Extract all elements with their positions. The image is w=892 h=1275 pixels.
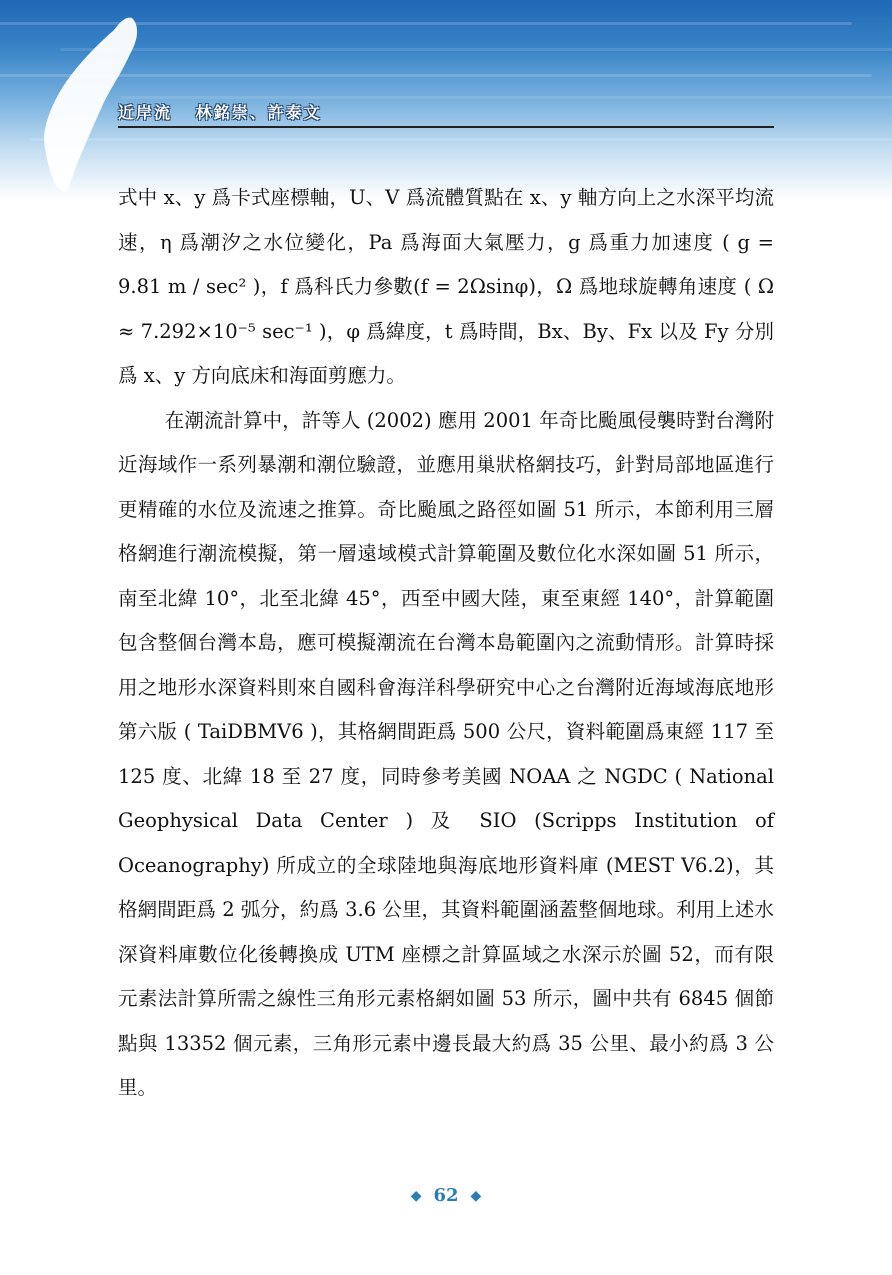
header-rule: [118, 126, 774, 128]
page-footer: [0, 1185, 892, 1206]
page-number: 62: [433, 1185, 459, 1206]
body-text: [118, 176, 774, 1111]
paragraph-1: 式中 x、y 爲卡式座標軸，U、V 爲流體質點在 x、y 軸方向上之水深平均流速，η 爲潮汐之水位變化，Pa 爲海面大氣壓力，g 爲重力加速度 ( g = 9.81 m / sec² )，f 爲科氏力參數(f = 2Ωsinφ)，Ω 爲地球旋轉角速度 ( Ω ≈ 7.292×10⁻⁵ sec⁻¹ )，φ 爲緯度，t 爲時間，Bx、By、Fx 以及 Fy 分別爲 x、y 方向底床和海面剪應力。: [118, 186, 774, 387]
running-header: [118, 100, 338, 124]
diamond-left-icon: ◆: [410, 1188, 422, 1204]
authors: 林銘崇、許泰文: [195, 103, 322, 122]
paragraph-2: 在潮流計算中，許等人 (2002) 應用 2001 年奇比颱風侵襲時對台灣附近海域作一系列暴潮和潮位驗證，並應用巢狀格網技巧，針對局部地區進行更精確的水位及流速之推算。奇比颱風之路徑如圖 51 所示，本節利用三層格網進行潮流模擬，第一層遠域模式計算範圍及數位化水深如圖 51 所示，南至北緯 10°，北至北緯 45°，西至中國大陸，東至東經 140°，計算範圍包含整個台灣本島，應可模擬潮流在台灣本島範圍內之流動情形。計算時採用之地形水深資料則來自國科會海洋科學研究中心之台灣附近海域海底地形第六版 ( TaiDBMV6 )，其格網間距爲 500 公尺，資料範圍爲東經 117 至 125 度、北緯 18 至 27 度，同時參考美國 NOAA 之 NGDC ( National Geophysical Data Center ) 及 SIO (Scripps Institution of Oceanography) 所成立的全球陸地與海底地形資料庫 (MEST V6.2)，其格網間距爲 2 弧分，約爲 3.6 公里，其資料範圍涵蓋整個地球。利用上述水深資料庫數位化後轉換成 UTM 座標之計算區域之水深示於圖 52，而有限元素法計算所需之線性三角形元素格網如圖 53 所示，圖中共有 6845 個節點與 13352 個元素，三角形元素中邊長最大約爲 35 公里、最小約爲 3 公里。: [118, 408, 774, 1099]
section-title: 近岸流: [118, 103, 173, 122]
diamond-right-icon: ◆: [470, 1188, 482, 1204]
